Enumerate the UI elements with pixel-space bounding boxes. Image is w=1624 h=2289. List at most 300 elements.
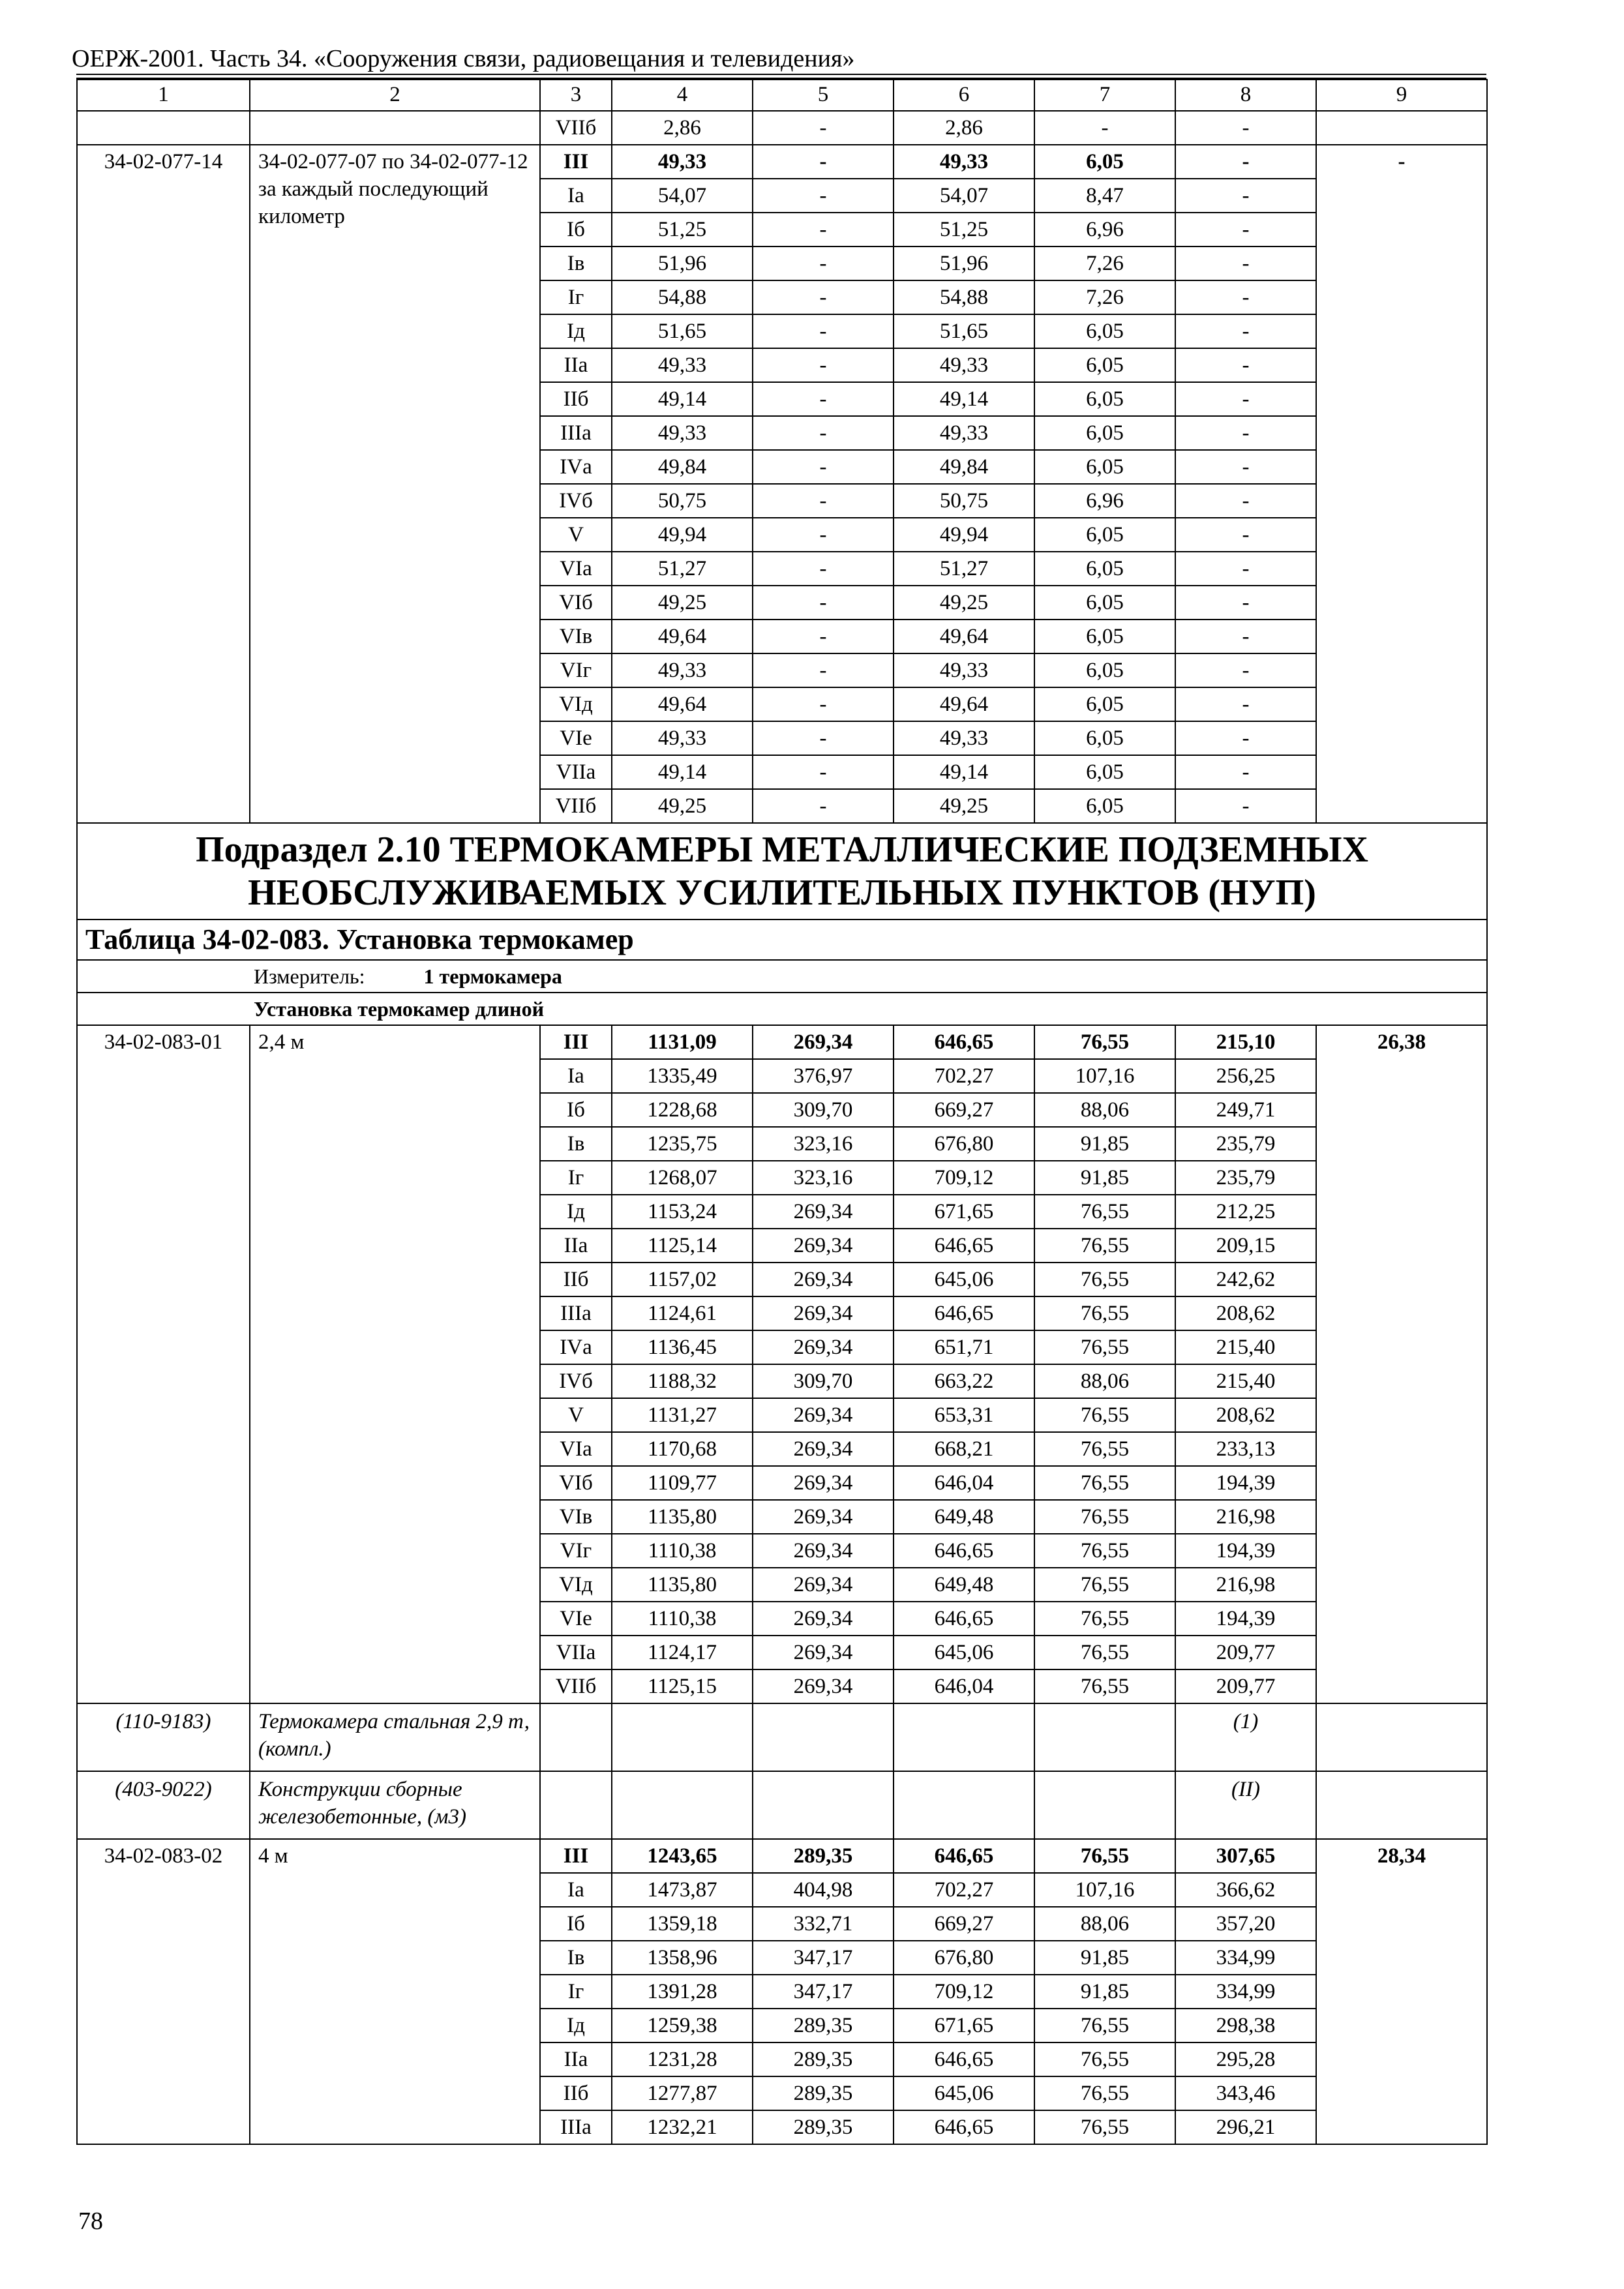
value-cell: -: [1175, 518, 1316, 552]
value-cell: 1391,28: [612, 1975, 753, 2009]
value-cell: 702,27: [894, 1873, 1034, 1907]
value-cell: -: [753, 755, 894, 789]
value-cell: 289,35: [753, 2042, 894, 2076]
value-cell: 323,16: [753, 1127, 894, 1161]
col-number: 1: [77, 80, 250, 111]
zone-cell: IIа: [540, 2042, 612, 2076]
zone-cell: Iг: [540, 280, 612, 314]
zone-cell: IIIа: [540, 1296, 612, 1330]
total-cell: 26,38: [1316, 1025, 1487, 1703]
value-cell: 76,55: [1034, 1330, 1175, 1364]
zone-cell: IIб: [540, 1263, 612, 1296]
value-cell: 49,33: [612, 653, 753, 687]
value-cell: 54,88: [894, 280, 1034, 314]
value-cell: 1228,68: [612, 1093, 753, 1127]
zone-cell: VIг: [540, 1534, 612, 1568]
value-cell: 49,25: [612, 789, 753, 823]
value-cell: 376,97: [753, 1059, 894, 1093]
value-cell: 49,14: [894, 382, 1034, 416]
value-cell: -: [753, 247, 894, 280]
value-cell: 6,05: [1034, 552, 1175, 586]
table-row: [77, 1839, 1487, 1873]
value-cell: -: [753, 789, 894, 823]
value-cell: 50,75: [894, 484, 1034, 518]
value-cell: 332,71: [753, 1907, 894, 1941]
value-cell: 51,25: [612, 213, 753, 247]
value-cell: 76,55: [1034, 2009, 1175, 2042]
value-cell: 6,05: [1034, 687, 1175, 721]
value-cell: -: [1175, 755, 1316, 789]
value-cell: 289,35: [753, 1839, 894, 1873]
value-cell: 49,33: [894, 416, 1034, 450]
value-cell: 6,96: [1034, 484, 1175, 518]
section-title: Подраздел 2.10 ТЕРМОКАМЕРЫ МЕТАЛЛИЧЕСКИЕ ПОДЗЕМНЫХ НЕОБСЛУЖИВАЕМЫХ УСИЛИТЕЛЬНЫХ ПУНКТОВ (НУП): [77, 823, 1487, 920]
rate-code: 34-02-077-14: [77, 145, 250, 823]
col-number: 4: [612, 80, 753, 111]
value-cell: 76,55: [1034, 1229, 1175, 1263]
zone-cell: VIIа: [540, 1636, 612, 1669]
zone-cell: IIIа: [540, 416, 612, 450]
rate-code: 34-02-083-01: [77, 1025, 250, 1703]
value-cell: 269,34: [753, 1466, 894, 1500]
value-cell: 651,71: [894, 1330, 1034, 1364]
value-cell: 76,55: [1034, 2076, 1175, 2110]
value-cell: 49,64: [612, 620, 753, 653]
value-cell: 1135,80: [612, 1568, 753, 1602]
measurer-line: [77, 960, 1487, 993]
zone-cell: VIв: [540, 620, 612, 653]
value-cell: 208,62: [1175, 1398, 1316, 1432]
value-cell: -: [1175, 721, 1316, 755]
value-cell: 1358,96: [612, 1941, 753, 1975]
value-cell: -: [753, 179, 894, 213]
value-cell: 215,40: [1175, 1330, 1316, 1364]
value-cell: 49,25: [612, 586, 753, 620]
value-cell: 49,33: [894, 145, 1034, 179]
value-cell: 269,34: [753, 1330, 894, 1364]
value-cell: 298,38: [1175, 2009, 1316, 2042]
zone-cell: Iг: [540, 1975, 612, 2009]
value-cell: 51,96: [612, 247, 753, 280]
value-cell: 88,06: [1034, 1907, 1175, 1941]
value-cell: 209,77: [1175, 1636, 1316, 1669]
value-cell: -: [753, 348, 894, 382]
value-cell: 323,16: [753, 1161, 894, 1195]
value-cell: 269,34: [753, 1432, 894, 1466]
value-cell: -: [1175, 450, 1316, 484]
col-number: 3: [540, 80, 612, 111]
value-cell: 668,21: [894, 1432, 1034, 1466]
value-cell: 209,77: [1175, 1669, 1316, 1703]
zone-cell: VIг: [540, 653, 612, 687]
zone-cell: VIд: [540, 1568, 612, 1602]
measurer-label: Измеритель:: [254, 965, 365, 988]
value-cell: -: [1175, 552, 1316, 586]
value-cell: 51,27: [894, 552, 1034, 586]
table-title: Таблица 34-02-083. Установка термокамер: [77, 920, 1487, 960]
value-cell: 6,05: [1034, 382, 1175, 416]
value-cell: -: [753, 314, 894, 348]
value-cell: 242,62: [1175, 1263, 1316, 1296]
value-cell: 6,05: [1034, 789, 1175, 823]
zone-cell: VIIа: [540, 755, 612, 789]
value-cell: 212,25: [1175, 1195, 1316, 1229]
value-cell: 6,05: [1034, 416, 1175, 450]
zone-cell: VIе: [540, 1602, 612, 1636]
value-cell: 91,85: [1034, 1975, 1175, 2009]
value-cell: 49,33: [612, 416, 753, 450]
value-cell: 1235,75: [612, 1127, 753, 1161]
page-number: 78: [78, 2207, 103, 2235]
value-cell: 645,06: [894, 1263, 1034, 1296]
value-cell: -: [1175, 789, 1316, 823]
value-cell: 235,79: [1175, 1161, 1316, 1195]
value-cell: 1110,38: [612, 1534, 753, 1568]
resource-qty: (II): [1175, 1771, 1316, 1839]
zone-cell: VIа: [540, 552, 612, 586]
value-cell: 1473,87: [612, 1873, 753, 1907]
value-cell: 49,64: [612, 687, 753, 721]
value-cell: -: [1175, 213, 1316, 247]
col-number: 2: [250, 80, 540, 111]
zone-cell: Iв: [540, 1941, 612, 1975]
resource-row: [77, 1703, 1487, 1771]
value-cell: 76,55: [1034, 1669, 1175, 1703]
value-cell: 269,34: [753, 1602, 894, 1636]
value-cell: 366,62: [1175, 1873, 1316, 1907]
value-cell: 6,05: [1034, 721, 1175, 755]
value-cell: -: [1175, 280, 1316, 314]
value-cell: 76,55: [1034, 1466, 1175, 1500]
zone-cell: IVб: [540, 484, 612, 518]
value-cell: -: [1175, 653, 1316, 687]
value-cell: 49,84: [894, 450, 1034, 484]
value-cell: 49,64: [894, 687, 1034, 721]
value-cell: 209,15: [1175, 1229, 1316, 1263]
value-cell: 49,33: [894, 653, 1034, 687]
value-cell: 646,65: [894, 1602, 1034, 1636]
zone-cell: VIIб: [540, 111, 612, 145]
value-cell: -: [753, 620, 894, 653]
value-cell: 307,65: [1175, 1839, 1316, 1873]
zone-cell: VIе: [540, 721, 612, 755]
value-cell: 669,27: [894, 1907, 1034, 1941]
value-cell: 215,10: [1175, 1025, 1316, 1059]
value-cell: -: [1175, 179, 1316, 213]
col-number: 6: [894, 80, 1034, 111]
value-cell: 235,79: [1175, 1127, 1316, 1161]
zone-cell: VIб: [540, 586, 612, 620]
value-cell: 7,26: [1034, 280, 1175, 314]
zone-cell: IIа: [540, 1229, 612, 1263]
value-cell: 6,05: [1034, 450, 1175, 484]
zone-cell: III: [540, 145, 612, 179]
value-cell: 6,05: [1034, 314, 1175, 348]
resource-code: (403-9022): [77, 1771, 250, 1839]
value-cell: -: [753, 484, 894, 518]
value-cell: 269,34: [753, 1025, 894, 1059]
table-row: [77, 145, 1487, 179]
value-cell: -: [1175, 687, 1316, 721]
value-cell: 7,26: [1034, 247, 1175, 280]
zone-cell: Iд: [540, 314, 612, 348]
zone-cell: Iа: [540, 1059, 612, 1093]
value-cell: 194,39: [1175, 1466, 1316, 1500]
value-cell: 1243,65: [612, 1839, 753, 1873]
value-cell: 709,12: [894, 1975, 1034, 2009]
resource-row: [77, 1771, 1487, 1839]
value-cell: 49,64: [894, 620, 1034, 653]
value-cell: -: [1175, 382, 1316, 416]
zone-cell: Iд: [540, 2009, 612, 2042]
zone-cell: Iв: [540, 1127, 612, 1161]
subheading-text: Установка термокамер длиной: [254, 997, 545, 1021]
value-cell: 645,06: [894, 1636, 1034, 1669]
value-cell: 653,31: [894, 1398, 1034, 1432]
zone-cell: IIа: [540, 348, 612, 382]
value-cell: 676,80: [894, 1127, 1034, 1161]
value-cell: 289,35: [753, 2076, 894, 2110]
value-cell: 646,65: [894, 1839, 1034, 1873]
value-cell: 249,71: [1175, 1093, 1316, 1127]
total-cell: -: [1316, 145, 1487, 823]
value-cell: 76,55: [1034, 1398, 1175, 1432]
value-cell: 269,34: [753, 1500, 894, 1534]
resource-qty: (1): [1175, 1703, 1316, 1771]
value-cell: 334,99: [1175, 1975, 1316, 2009]
header-rule: [76, 74, 1486, 75]
value-cell: 649,48: [894, 1500, 1034, 1534]
value-cell: 269,34: [753, 1398, 894, 1432]
value-cell: 88,06: [1034, 1364, 1175, 1398]
value-cell: 49,14: [894, 755, 1034, 789]
value-cell: 54,88: [612, 280, 753, 314]
value-cell: 76,55: [1034, 1432, 1175, 1466]
value-cell: 91,85: [1034, 1127, 1175, 1161]
table-row: [77, 111, 1487, 145]
value-cell: 2,86: [612, 111, 753, 145]
value-cell: -: [753, 450, 894, 484]
page-header: ОЕРЖ-2001. Часть 34. «Сооружения связи, радиовещания и телевидения»: [72, 45, 855, 72]
value-cell: 269,34: [753, 1195, 894, 1229]
rate-description: 4 м: [250, 1839, 540, 2144]
value-cell: 334,99: [1175, 1941, 1316, 1975]
value-cell: 76,55: [1034, 1839, 1175, 1873]
zone-cell: VIа: [540, 1432, 612, 1466]
col-number: 9: [1316, 80, 1487, 111]
value-cell: 49,33: [894, 348, 1034, 382]
value-cell: 194,39: [1175, 1534, 1316, 1568]
rates-table: [76, 79, 1488, 2145]
total-cell: 28,34: [1316, 1839, 1487, 2144]
value-cell: 1110,38: [612, 1602, 753, 1636]
zone-cell: V: [540, 1398, 612, 1432]
value-cell: 49,84: [612, 450, 753, 484]
value-cell: 269,34: [753, 1534, 894, 1568]
zone-cell: VIIб: [540, 789, 612, 823]
resource-name: Конструкции сборные железобетонные, (м3): [250, 1771, 540, 1839]
value-cell: 289,35: [753, 2110, 894, 2144]
value-cell: 1157,02: [612, 1263, 753, 1296]
value-cell: 646,65: [894, 1534, 1034, 1568]
value-cell: 1125,14: [612, 1229, 753, 1263]
value-cell: 49,25: [894, 586, 1034, 620]
value-cell: -: [753, 552, 894, 586]
value-cell: 289,35: [753, 2009, 894, 2042]
zone-cell: Iа: [540, 179, 612, 213]
value-cell: 649,48: [894, 1568, 1034, 1602]
value-cell: 1259,38: [612, 2009, 753, 2042]
value-cell: 51,96: [894, 247, 1034, 280]
value-cell: 76,55: [1034, 1500, 1175, 1534]
value-cell: 1131,27: [612, 1398, 753, 1432]
zone-cell: Iб: [540, 213, 612, 247]
zone-cell: VIв: [540, 1500, 612, 1534]
value-cell: 646,65: [894, 2110, 1034, 2144]
value-cell: 49,14: [612, 382, 753, 416]
value-cell: 76,55: [1034, 1602, 1175, 1636]
value-cell: -: [753, 721, 894, 755]
rate-code: 34-02-083-02: [77, 1839, 250, 2144]
value-cell: 6,05: [1034, 145, 1175, 179]
value-cell: 256,25: [1175, 1059, 1316, 1093]
value-cell: 269,34: [753, 1568, 894, 1602]
value-cell: -: [1175, 586, 1316, 620]
value-cell: 91,85: [1034, 1941, 1175, 1975]
value-cell: 49,94: [612, 518, 753, 552]
value-cell: 76,55: [1034, 1296, 1175, 1330]
value-cell: -: [753, 653, 894, 687]
value-cell: 76,55: [1034, 1025, 1175, 1059]
zone-cell: Iд: [540, 1195, 612, 1229]
value-cell: 49,33: [612, 145, 753, 179]
zone-cell: III: [540, 1839, 612, 1873]
value-cell: 6,05: [1034, 586, 1175, 620]
value-cell: 51,65: [612, 314, 753, 348]
value-cell: 233,13: [1175, 1432, 1316, 1466]
value-cell: 1231,28: [612, 2042, 753, 2076]
value-cell: 49,14: [612, 755, 753, 789]
value-cell: 343,46: [1175, 2076, 1316, 2110]
col-number: 7: [1034, 80, 1175, 111]
value-cell: -: [753, 382, 894, 416]
rate-description: 2,4 м: [250, 1025, 540, 1703]
value-cell: 1277,87: [612, 2076, 753, 2110]
value-cell: 1153,24: [612, 1195, 753, 1229]
value-cell: 51,65: [894, 314, 1034, 348]
value-cell: 646,65: [894, 1025, 1034, 1059]
value-cell: -: [753, 586, 894, 620]
value-cell: 646,04: [894, 1669, 1034, 1703]
zone-cell: Iб: [540, 1907, 612, 1941]
value-cell: 296,21: [1175, 2110, 1316, 2144]
value-cell: 702,27: [894, 1059, 1034, 1093]
value-cell: 91,85: [1034, 1161, 1175, 1195]
value-cell: 676,80: [894, 1941, 1034, 1975]
value-cell: 347,17: [753, 1941, 894, 1975]
zone-cell: Iа: [540, 1873, 612, 1907]
value-cell: -: [1175, 484, 1316, 518]
value-cell: -: [753, 280, 894, 314]
value-cell: 646,04: [894, 1466, 1034, 1500]
value-cell: 646,65: [894, 1229, 1034, 1263]
value-cell: 1124,17: [612, 1636, 753, 1669]
value-cell: 1109,77: [612, 1466, 753, 1500]
resource-name: Термокамера стальная 2,9 т, (компл.): [250, 1703, 540, 1771]
subheading: [77, 993, 1487, 1025]
value-cell: -: [753, 518, 894, 552]
value-cell: 669,27: [894, 1093, 1034, 1127]
value-cell: 76,55: [1034, 1195, 1175, 1229]
value-cell: 54,07: [894, 179, 1034, 213]
value-cell: -: [753, 687, 894, 721]
value-cell: 269,34: [753, 1263, 894, 1296]
value-cell: 6,05: [1034, 518, 1175, 552]
value-cell: 6,05: [1034, 620, 1175, 653]
zone-cell: III: [540, 1025, 612, 1059]
value-cell: 1136,45: [612, 1330, 753, 1364]
value-cell: -: [1175, 620, 1316, 653]
value-cell: 76,55: [1034, 1534, 1175, 1568]
resource-code: (110-9183): [77, 1703, 250, 1771]
value-cell: -: [1175, 247, 1316, 280]
zone-cell: Iв: [540, 247, 612, 280]
value-cell: 6,05: [1034, 653, 1175, 687]
rate-description: 34-02-077-07 по 34-02-077-12 за каждый последующий километр: [250, 145, 540, 823]
value-cell: 1335,49: [612, 1059, 753, 1093]
measurer-value: 1 термокамера: [423, 965, 562, 988]
value-cell: 6,05: [1034, 348, 1175, 382]
value-cell: 1135,80: [612, 1500, 753, 1534]
value-cell: 6,96: [1034, 213, 1175, 247]
zone-cell: IVб: [540, 1364, 612, 1398]
value-cell: 215,40: [1175, 1364, 1316, 1398]
table-row: [77, 1025, 1487, 1059]
value-cell: 347,17: [753, 1975, 894, 2009]
value-cell: 269,34: [753, 1636, 894, 1669]
value-cell: 671,65: [894, 2009, 1034, 2042]
value-cell: 269,34: [753, 1229, 894, 1263]
value-cell: 88,06: [1034, 1093, 1175, 1127]
value-cell: 309,70: [753, 1364, 894, 1398]
value-cell: 8,47: [1034, 179, 1175, 213]
value-cell: 76,55: [1034, 1636, 1175, 1669]
col-number: 8: [1175, 80, 1316, 111]
value-cell: 2,86: [894, 111, 1034, 145]
value-cell: 54,07: [612, 179, 753, 213]
value-cell: 1125,15: [612, 1669, 753, 1703]
value-cell: 216,98: [1175, 1568, 1316, 1602]
zone-cell: IVа: [540, 1330, 612, 1364]
value-cell: 404,98: [753, 1873, 894, 1907]
value-cell: 194,39: [1175, 1602, 1316, 1636]
value-cell: 51,25: [894, 213, 1034, 247]
zone-cell: Iг: [540, 1161, 612, 1195]
value-cell: 1131,09: [612, 1025, 753, 1059]
value-cell: 1232,21: [612, 2110, 753, 2144]
value-cell: 76,55: [1034, 2110, 1175, 2144]
value-cell: 49,33: [894, 721, 1034, 755]
value-cell: 49,33: [612, 348, 753, 382]
zone-cell: VIIб: [540, 1669, 612, 1703]
value-cell: 645,06: [894, 2076, 1034, 2110]
value-cell: 76,55: [1034, 1568, 1175, 1602]
value-cell: 51,27: [612, 552, 753, 586]
value-cell: -: [753, 416, 894, 450]
value-cell: -: [753, 145, 894, 179]
value-cell: 107,16: [1034, 1059, 1175, 1093]
value-cell: -: [1175, 314, 1316, 348]
